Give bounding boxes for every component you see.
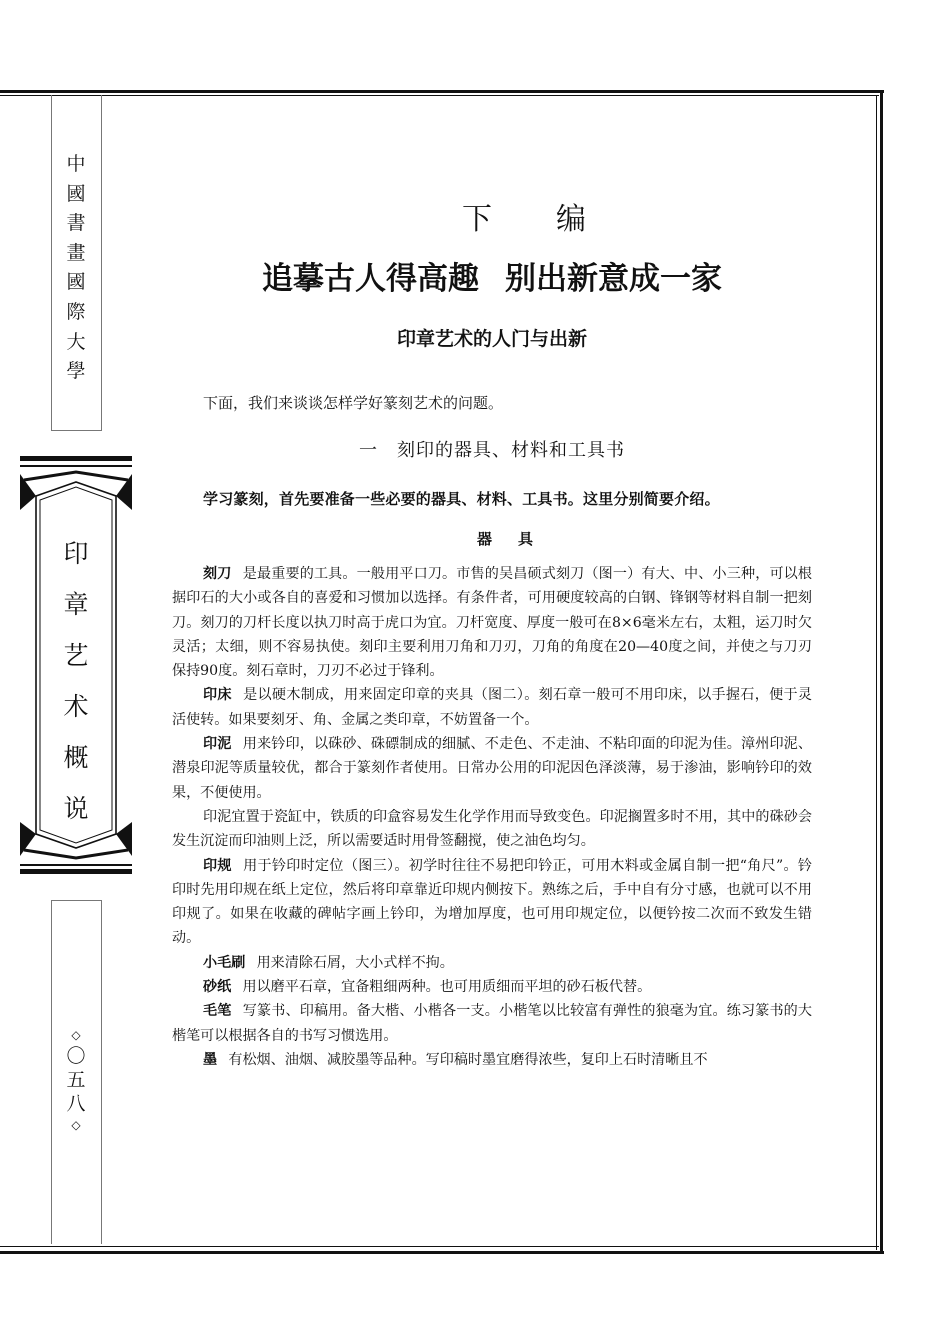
page-number-digit: 〇 — [66, 1045, 86, 1067]
vertical-char: 印 — [63, 539, 89, 568]
vertical-char: 艺 — [63, 641, 89, 670]
term-label: 刻刀 — [203, 566, 232, 582]
term-label: 砂纸 — [203, 979, 232, 996]
chapter-subtitle: 印章艺术的人门与出新 — [396, 328, 587, 350]
body-paragraph — [172, 1048, 812, 1072]
page-frame-right — [880, 90, 883, 1254]
spine-line-left-upper — [51, 95, 52, 430]
page-number-vertical — [58, 1026, 94, 1134]
section-lead-text: 学习篆刻，首先要准备一些必要的器具、材料、工具书。这里分别简要介绍。 — [203, 490, 720, 508]
vertical-char: 國 — [66, 182, 86, 205]
section-title-vertical — [30, 528, 122, 834]
chapter-title-part-b: 别出新意成一家 — [505, 261, 722, 297]
university-name-vertical — [58, 150, 94, 387]
term-label: 墨 — [203, 1051, 218, 1068]
spine-line-right-upper — [101, 95, 102, 430]
body-paragraph — [172, 732, 812, 805]
intro-text: 下面，我们来谈谈怎样学好篆刻艺术的问题。 — [203, 394, 504, 412]
page-number-digit: 八 — [66, 1093, 86, 1115]
paragraph-text: 写篆书、印稿用。备大楷、小楷各一支。小楷笔以比较富有弹性的狼毫为宜。练习篆书的大楷笔可以根据各自的书写习惯选用。 — [172, 1003, 813, 1044]
paragraph-text: 用来钤印，以硃砂、硃磦制成的细腻、不走色、不走油、不粘印面的印泥为佳。漳州印泥、潜泉印泥等质量较优，都合于篆刻作者使用。日常办公用的印泥因色泽淡薄，易于渗油，影响钤印的效果，不便使用。 — [172, 736, 813, 801]
paragraph-text: 用以磨平石章，宜备粗细两种。也可用质细而平坦的砂石板代替。 — [242, 979, 652, 996]
paragraph-text: 是以硬木制成，用来固定印章的夹具（图二）。刻石章一般可不用印床，以手握石，便于灵活使转。如果要刻牙、角、金属之类印章，不妨置备一个。 — [172, 687, 813, 728]
body-paragraph — [172, 805, 812, 854]
spine-line-right-lower — [101, 900, 102, 1244]
banner-band-top — [20, 456, 132, 461]
section-heading: 一 刻印的器具、材料和工具书 — [359, 440, 625, 461]
paragraph-text: 用来清除石屑，大小式样不拘。 — [256, 954, 454, 971]
chapter-title — [172, 261, 812, 297]
vertical-char: 畫 — [66, 241, 86, 264]
vertical-char: 際 — [66, 300, 86, 323]
paragraph-text: 有松烟、油烟、减胶墨等品种。写印稿时墨宜磨得浓些，复印上石时清晰且不 — [228, 1051, 708, 1068]
body-paragraph — [172, 683, 812, 732]
spine-cap-lower — [51, 900, 102, 901]
term-label: 印规 — [203, 857, 232, 874]
body-paragraph — [172, 562, 812, 683]
vertical-char: 章 — [63, 590, 89, 619]
page-number-diamond: ◇ — [71, 1118, 81, 1132]
page-number-diamond: ◇ — [71, 1028, 81, 1042]
term-label: 小毛刷 — [203, 954, 246, 971]
page-frame-bottom — [0, 1251, 884, 1254]
banner-band-bottom — [20, 869, 132, 874]
vertical-char: 學 — [66, 360, 86, 383]
term-label: 印床 — [203, 687, 232, 704]
body-paragraph — [172, 854, 812, 951]
spine-cap-upper — [51, 430, 102, 431]
term-label: 毛笔 — [203, 1003, 232, 1020]
paragraph-text: 印泥宜置于瓷缸中，铁质的印盒容易发生化学作用而导致变色。印泥搁置多时不用，其中的硃砂会发生沉淀而印油则上泛，所以需要适时用骨签翻搅，使之油色均匀。 — [172, 808, 812, 850]
term-label: 印泥 — [203, 736, 232, 753]
subsection-heading: 器具 — [476, 530, 559, 548]
page-frame-right-inner — [876, 95, 877, 1250]
vertical-char: 说 — [63, 794, 89, 823]
vertical-char: 書 — [66, 212, 86, 235]
vertical-char: 概 — [63, 743, 89, 772]
body-paragraph — [172, 951, 812, 975]
vertical-char: 國 — [66, 271, 86, 294]
page-frame-bottom-inner — [0, 1246, 879, 1247]
paragraph-text: 用于钤印时定位（图三）。初学时往往不易把印钤正，可用木料或金属自制一把“角尺”。钤印时先用印规在纸上定位，然后将印章靠近印规内侧按下。熟练之后，手中自有分寸感，也就可以不用印规了。如果在收藏的碑帖字画上钤印，为增加厚度，也可用印规定位，以便钤按二次而不致发生错动。 — [172, 857, 813, 947]
body-paragraph — [172, 999, 812, 1048]
page-frame-top — [0, 90, 884, 93]
vertical-char: 大 — [66, 330, 86, 353]
page-number-digit: 五 — [66, 1069, 86, 1091]
body-text — [172, 562, 812, 1072]
spine-line-left-lower — [51, 900, 52, 1244]
part-heading: 下编 — [462, 202, 650, 237]
chapter-title-part-a: 追摹古人得高趣 — [262, 261, 479, 297]
vertical-char: 术 — [63, 692, 89, 721]
banner-band-top-thin — [20, 465, 132, 467]
paragraph-text: 是最重要的工具。一般用平口刀。市售的吴昌硕式刻刀（图一）有大、中、小三种，可以根据印石的大小或各自的喜爱和习惯加以选择。有条件者，可用硬度较高的白钢、锋钢等材料自制一把刻刀。刻刀的刀杆长度以执刀时高于虎口为宜。刀杆宽度、厚度一般可在8×6毫米左右，太粗，运刀时欠灵活；太细，则不容易执使。刻印主要利用刀角和刀刃，刀角的角度在20—40度之间，并使之与刀刃保持90度。刻石章时，刀刃不必过于锋利。 — [172, 566, 813, 680]
banner-band-bottom-thin — [20, 864, 132, 866]
body-paragraph — [172, 975, 812, 999]
vertical-char: 中 — [66, 153, 86, 175]
page-frame-top-inner — [0, 95, 879, 96]
